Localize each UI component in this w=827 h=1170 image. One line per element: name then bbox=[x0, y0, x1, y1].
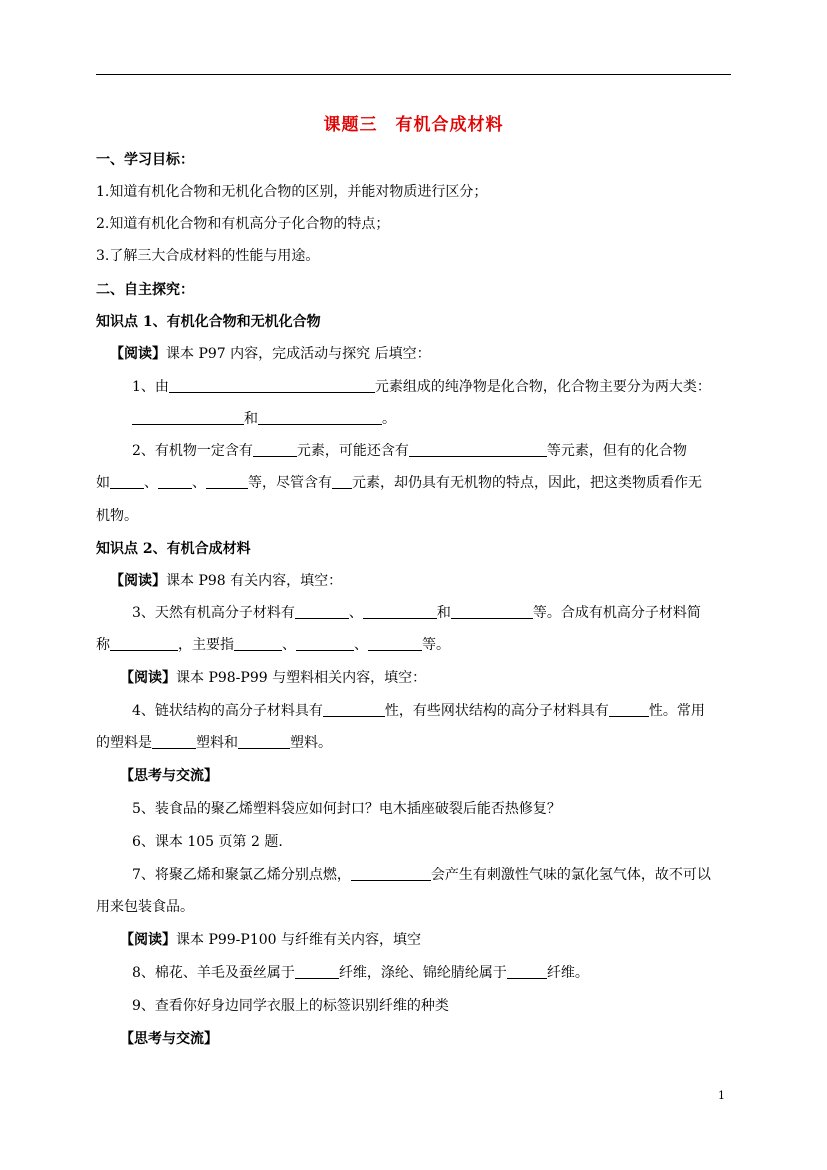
question-3-line-2: 称 ，主要指 、 、 等。 bbox=[96, 637, 450, 653]
kp2-heading: 知识点 2、有机合成材料 bbox=[96, 541, 251, 557]
think-exchange-heading-1: 【思考与交流】 bbox=[120, 768, 218, 784]
kp1-read-line bbox=[110, 345, 431, 363]
header-rule bbox=[96, 74, 731, 75]
objective-item-3: 3.了解三大合成材料的性能与用途。 bbox=[96, 248, 320, 264]
blank[interactable] bbox=[253, 442, 297, 457]
read-text: 课本 P97 内容，完成活动与探究 后填空： bbox=[166, 346, 431, 362]
kp1-heading: 知识点 1、有机化合物和无机化合物 bbox=[96, 314, 321, 330]
question-2-line-2: 如 、 、 等，尽管含有 元素，却仍具有无机物的特点，因此，把这类物质看作无 bbox=[96, 475, 702, 491]
question-9: 9、查看你好身边同学衣服上的标签识别纤维的种类 bbox=[132, 998, 449, 1014]
question-8: 8、棉花、羊毛及蚕丝属于 纤维，涤纶、锦纶腈纶属于 纤维。 bbox=[132, 965, 589, 981]
blank[interactable] bbox=[110, 474, 144, 489]
blank[interactable] bbox=[132, 410, 244, 425]
blank[interactable] bbox=[363, 604, 437, 619]
blank[interactable] bbox=[409, 442, 547, 457]
question-4-line-2: 的塑料是 塑料和 塑料。 bbox=[96, 735, 332, 751]
blank[interactable] bbox=[451, 604, 533, 619]
blank[interactable] bbox=[609, 702, 649, 717]
blank[interactable] bbox=[110, 636, 178, 651]
blank[interactable] bbox=[234, 636, 282, 651]
blank[interactable] bbox=[206, 474, 248, 489]
question-7-line-2: 用来包装食品。 bbox=[96, 899, 194, 915]
question-3-line-1: 3、天然有机高分子材料有 、 和 等。合成有机高分子材料简 bbox=[132, 605, 701, 621]
kp2-read-line-3: 【阅读】课本 P99-P100 与纤维有关内容，填空 bbox=[120, 932, 422, 948]
page-title: 课题三 有机合成材料 bbox=[323, 115, 504, 135]
kp2-read-line-2: 【阅读】课本 P98-P99 与塑料相关内容，填空： bbox=[120, 670, 427, 686]
blank[interactable] bbox=[258, 410, 382, 425]
blank[interactable] bbox=[351, 866, 431, 881]
question-7-line-1: 7、将聚乙烯和聚氯乙烯分别点燃， 会产生有刺激性气味的氯化氢气体，故不可以 bbox=[132, 867, 711, 883]
blank[interactable] bbox=[507, 964, 547, 979]
blank[interactable] bbox=[158, 474, 192, 489]
section2-heading: 二、自主探究： bbox=[96, 282, 194, 298]
blank[interactable] bbox=[238, 734, 290, 749]
page-number: 1 bbox=[718, 1089, 725, 1102]
blank[interactable] bbox=[295, 964, 339, 979]
read-tag: 【阅读】 bbox=[110, 346, 166, 362]
question-2-line-3: 机物。 bbox=[96, 508, 138, 524]
think-exchange-heading-2: 【思考与交流】 bbox=[120, 1031, 218, 1047]
question-6: 6、课本 105 页第 2 题. bbox=[132, 834, 283, 850]
objective-item-1: 1.知道有机化合物和无机化合物的区别，并能对物质进行区分； bbox=[96, 184, 488, 200]
question-1-line-1: 1、由 元素组成的纯净物是化合物，化合物主要分为两大类： bbox=[132, 379, 711, 395]
blank[interactable] bbox=[152, 734, 196, 749]
blank[interactable] bbox=[295, 604, 349, 619]
question-5: 5、装食品的聚乙烯塑料袋应如何封口？电木插座破裂后能否热修复？ bbox=[132, 801, 561, 817]
blank[interactable] bbox=[323, 702, 385, 717]
question-1-line-2: 和 。 bbox=[132, 410, 396, 428]
blank[interactable] bbox=[296, 636, 354, 651]
blank[interactable] bbox=[368, 636, 422, 651]
question-4-line-1: 4、链状结构的高分子材料具有 性，有些网状结构的高分子材料具有 性。常用 bbox=[132, 703, 705, 719]
question-2-line-1: 2、有机物一定含有 元素，可能还含有 等元素，但有的化合物 bbox=[132, 443, 687, 459]
blank[interactable] bbox=[169, 378, 375, 393]
kp2-read-line-1: 【阅读】课本 P98 有关内容，填空： bbox=[110, 573, 343, 589]
blank[interactable] bbox=[332, 474, 352, 489]
objective-item-2: 2.知道有机化合物和有机高分子化合物的特点； bbox=[96, 216, 390, 232]
section1-heading: 一、学习目标： bbox=[96, 152, 194, 168]
